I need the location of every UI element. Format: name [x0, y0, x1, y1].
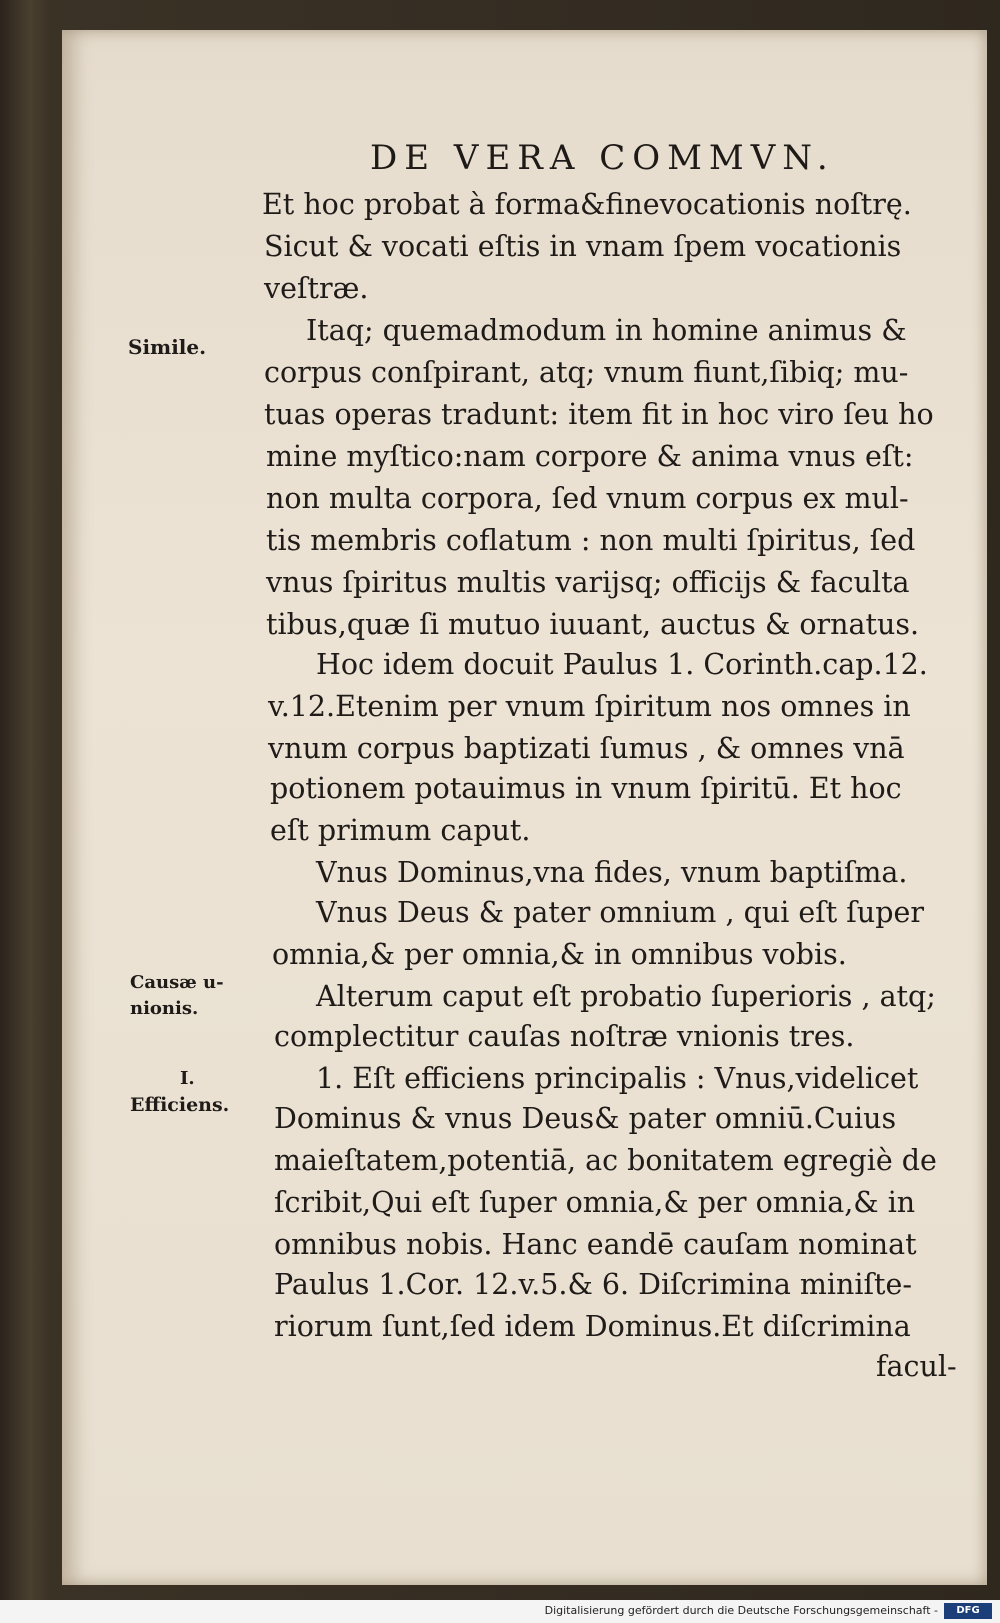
- body-line: omnia,& per omnia,& in omnibus vobis.: [272, 938, 847, 971]
- body-line: veſtræ.: [264, 272, 369, 305]
- body-line: v.12.Etenim per vnum ſpiritum nos omnes in: [268, 690, 911, 723]
- body-line: potionem potauimus in vnum ſpiritū. Et hoc: [270, 772, 902, 805]
- body-line: Vnus Deus & pater omnium , qui eſt ſuper: [316, 896, 924, 929]
- body-line: omnibus nobis. Hanc eandē cauſam nominat: [274, 1228, 917, 1261]
- footer-bar: [0, 1600, 1000, 1623]
- body-line: tuas operas tradunt: item fit in hoc viro ſeu ho: [264, 398, 934, 431]
- catchword: facul-: [876, 1350, 957, 1383]
- body-line: vnum corpus baptizati ſumus , & omnes vnā: [268, 732, 905, 765]
- body-line: complectitur cauſas noſtræ vnionis tres.: [274, 1020, 855, 1053]
- body-line: eſt primum caput.: [270, 814, 531, 847]
- margin-note-causae-line2: nionis.: [130, 998, 199, 1019]
- body-line: Paulus 1.Cor. 12.v.5.& 6. Diſcrimina miniſte-: [274, 1268, 913, 1301]
- running-head: DE VERA COMMVN.: [370, 138, 835, 178]
- body-line: maieſtatem,potentiā, ac bonitatem egregiè de: [274, 1144, 937, 1177]
- body-line: vnus ſpiritus multis varijsq; officijs & faculta: [266, 566, 910, 599]
- footer-credit: Digitalisierung gefördert durch die Deutsche Forschungsgemeinschaft -: [544, 1604, 938, 1617]
- body-line: non multa corpora, ſed vnum corpus ex mul-: [266, 482, 909, 515]
- body-line: tis membris coflatum : non multi ſpiritus, ſed: [266, 524, 916, 557]
- body-line: Dominus & vnus Deus& pater omniū.Cuius: [274, 1102, 897, 1135]
- body-line: riorum ſunt,ſed idem Dominus.Et diſcrimina: [274, 1310, 911, 1343]
- body-line: Hoc idem docuit Paulus 1. Corinth.cap.12.: [316, 648, 928, 681]
- body-line: ſcribit,Qui eſt ſuper omnia,& per omnia,& in: [274, 1186, 916, 1219]
- body-line: Et hoc probat à forma&finevocationis noſtrę.: [262, 188, 912, 221]
- body-line: Sicut & vocati eſtis in vnam ſpem vocationis: [264, 230, 902, 263]
- body-line: 1. Eſt efficiens principalis : Vnus,videlicet: [316, 1062, 919, 1095]
- body-line: tibus,quæ ſi mutuo iuuant, auctus & ornatus.: [266, 608, 920, 641]
- body-line: Vnus Dominus,vna fides, vnum baptiſma.: [316, 856, 908, 889]
- body-line: corpus conſpirant, atq; vnum fiunt,ſibiq; mu-: [264, 356, 909, 389]
- body-line: mine myſtico:nam corpore & anima vnus eſt:: [266, 440, 914, 473]
- dfg-logo: DFG: [944, 1603, 992, 1619]
- margin-note-causae-line1: Causæ u-: [130, 972, 224, 993]
- margin-note-simile: Simile.: [128, 335, 207, 359]
- margin-note-efficiens: Efficiens.: [130, 1094, 230, 1116]
- book-page: [62, 30, 987, 1585]
- body-line: Alterum caput eſt probatio ſuperioris , atq;: [316, 980, 936, 1013]
- body-line: Itaq; quemadmodum in homine animus &: [306, 314, 907, 347]
- margin-note-number-one: I.: [180, 1068, 195, 1089]
